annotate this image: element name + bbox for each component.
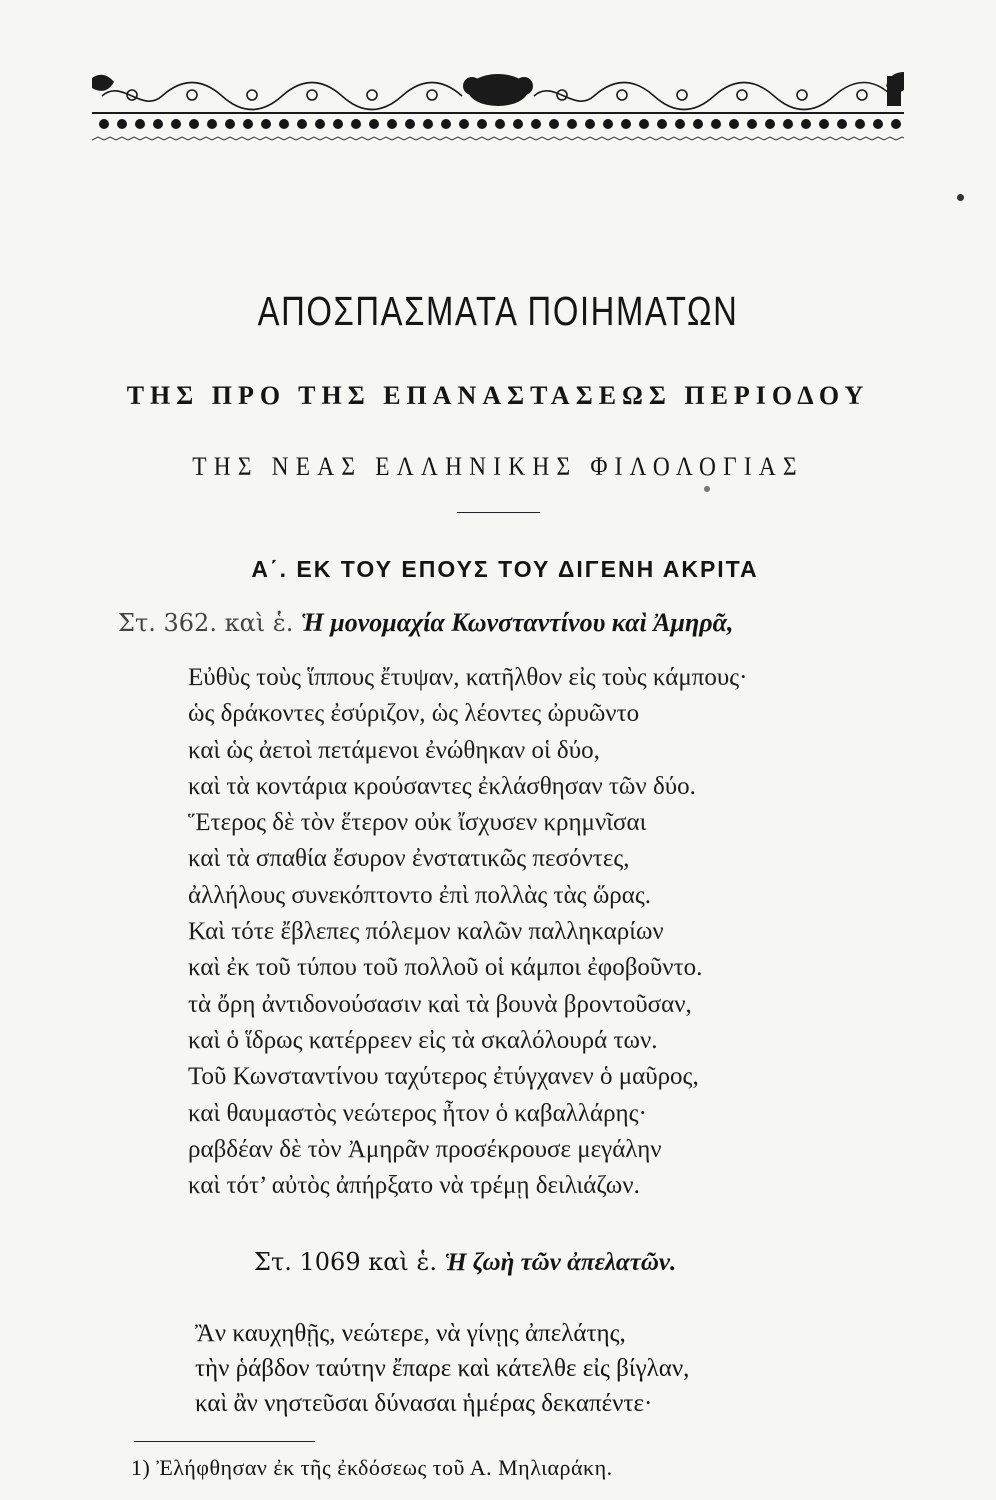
decorative-header-band	[92, 68, 904, 148]
verse-line: καὶ ἐκ τοῦ τύπου τοῦ πολλοῦ οἱ κάμποι ἐφοβοῦντο.	[188, 954, 703, 982]
verse-line: Τοῦ Κωνσταντίνου ταχύτερος ἐτύγχανεν ὁ μαῦρος,	[188, 1063, 699, 1091]
passage-2-title: Ἡ ζωὴ τῶν ἀπελατῶν.	[444, 1249, 677, 1276]
verse-line: καὶ ὁ ἵδρως κατέρρεεν εἰς τὰ σκαλόλουρά των.	[188, 1026, 658, 1054]
verse-line: ἀλλήλους συνεκόπτοντο ἐπὶ πολλὰς τὰς ὥρας.	[188, 881, 652, 909]
verse-line: τὴν ῥάβδον ταύτην ἔπαρε καὶ κάτελθε εἰς βίγλαν,	[195, 1355, 690, 1382]
ink-speck	[704, 486, 710, 492]
page-subtitle-1: ΤΗΣ ΠΡΟ ΤΗΣ ΕΠΑΝΑΣΤΑΣΕΩΣ ΠΕΡΙΟΔΟΥ	[126, 381, 870, 410]
passage-1-ref-number: Στ. 362. καὶ ἑ.	[118, 609, 294, 637]
verse-line: Ἕτερος δὲ τὸν ἕτερον οὐκ ἴσχυσεν κρημνῖσαι	[188, 809, 647, 837]
footnote-divider	[134, 1441, 315, 1442]
verse-line: τὰ ὄρη ἀντιδονούσασιν καὶ τὰ βουνὰ βροντοῦσαν,	[188, 990, 692, 1018]
verse-line: καὶ τότ’ αὐτὸς ἀπήρξατο νὰ τρέμῃ δειλιάζων.	[188, 1172, 640, 1200]
footnote: 1) Ἐλήφθησαν ἐκ τῆς ἐκδόσεως τοῦ Α. Μηλιαράκη.	[131, 1455, 613, 1480]
verse-line: καὶ τὰ κοντάρια κρούσαντες ἐκλάσθησαν τῶν δύο.	[188, 772, 696, 800]
passage-1-title: Ἡ μονομαχία Κωνσταντίνου καὶ Ἀμηρᾶ,	[300, 608, 734, 637]
passage-1-verses	[188, 660, 748, 1204]
verse-line: ραβδέαν δὲ τὸν Ἀμηρᾶν προσέκρουσε μεγάλην	[188, 1135, 662, 1163]
passage-1-reference	[118, 608, 734, 638]
verse-line: καὶ θαυμαστὸς νεώτερος ἦτον ὁ καβαλλάρης·	[188, 1099, 647, 1127]
page-title: ΑΠΟΣΠΑΣΜΑΤΑ ΠΟΙΗΜΑΤΩΝ	[257, 288, 739, 334]
verse-line: καὶ ἂν νηστεῦσαι δύνασαι ἡμέρας δεκαπέντε·	[195, 1390, 653, 1417]
verse-line: Ἂν καυχηθῇς, νεώτερε, νὰ γίνῃς ἀπελάτης,	[195, 1320, 626, 1347]
page-subtitle-2: ΤΗΣ ΝΕΑΣ ΕΛΛΗΝΙΚΗΣ ΦΙΛΟΛΟΓΙΑΣ	[192, 452, 804, 481]
verse-line: καὶ τὰ σπαθία ἔσυρον ἐνστατικῶς πεσόντες,	[188, 845, 630, 873]
title-divider	[457, 512, 540, 513]
verse-line: Καὶ τότε ἔβλεπες πόλεμον καλῶν παλληκαρίων	[188, 918, 664, 946]
ink-speck	[957, 194, 964, 201]
passage-2-verses	[195, 1316, 689, 1421]
verse-line: ὡς δράκοντες ἐσύριζον, ὡς λέοντες ὠρυῶντο	[188, 700, 640, 728]
verse-line: καὶ ὡς ἀετοὶ πετάμενοι ἐνώθηκαν οἱ δύο,	[188, 736, 600, 764]
passage-2-ref-number: Στ. 1069 καὶ ἑ.	[254, 1248, 437, 1276]
section-heading: Α΄. ΕΚ ΤΟΥ ΕΠΟΥΣ ΤΟΥ ΔΙΓΕΝΗ ΑΚΡΙΤΑ	[251, 556, 759, 582]
verse-line: Εὐθὺς τοὺς ἵππους ἔτυψαν, κατῆλθον εἰς τοὺς κάμπους·	[188, 664, 748, 691]
passage-2-reference	[254, 1248, 676, 1277]
